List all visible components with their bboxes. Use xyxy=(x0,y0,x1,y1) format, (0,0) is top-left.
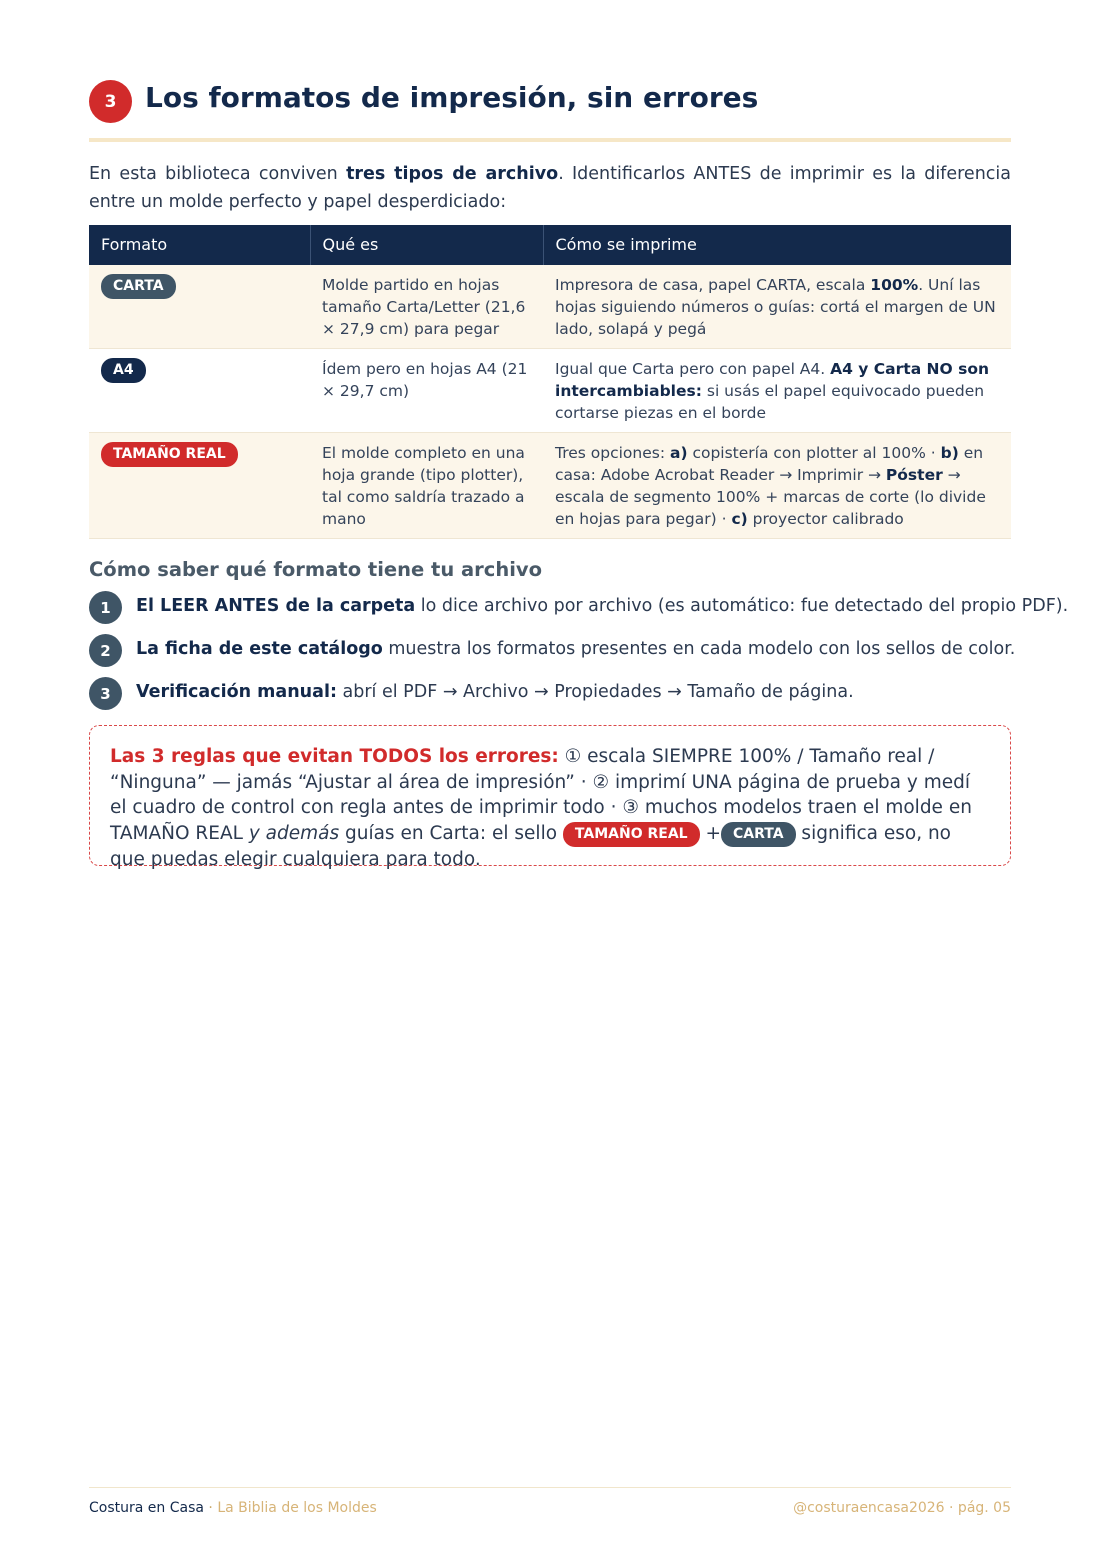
format-badge-a4: A4 xyxy=(101,358,146,383)
rules-callout: Las 3 reglas que evitan TODOS los errores: ① escala SIEMPRE 100% / Tamaño real / “Ninguna” — jamás “Ajustar al área de impresión” · ② imprimí UNA página de prueba y medí el cuadro de control con regla antes de imprimir todo · ③ muchos modelos traen el molde en TAMAÑO REAL y además guías en Carta: el sello TAMAÑO REAL + CARTA significa eso, no que puedas elegir cualquiera para todo. xyxy=(89,725,1011,866)
footer-brand: Costura en Casa xyxy=(89,1500,204,1516)
how-cell: Impresora de casa, papel CARTA, escala 100%. Uní las hojas siguiendo números o guías: cortá el margen de UN lado, solapá y pegá xyxy=(543,265,1011,349)
howto-title: Cómo saber qué formato tiene tu archivo xyxy=(89,558,543,581)
step-text-3: Verificación manual: abrí el PDF → Archivo → Propiedades → Tamaño de página. xyxy=(136,682,854,702)
header-formato: Formato xyxy=(89,225,310,265)
table-row xyxy=(89,433,1011,539)
step-text-1: El LEER ANTES de la carpeta lo dice archivo por archivo (es automático: fue detectado del propio PDF). xyxy=(136,596,1069,616)
howto-step-1 xyxy=(89,591,1069,627)
formats-table xyxy=(89,225,1011,539)
howto-step-2 xyxy=(89,634,1016,670)
footer-left: Costura en Casa · La Biblia de los Moldes xyxy=(89,1500,377,1516)
format-cell xyxy=(89,265,310,349)
stamp-tamano-real: TAMAÑO REAL xyxy=(563,822,700,847)
format-badge-tamano-real: TAMAÑO REAL xyxy=(101,442,238,467)
format-cell xyxy=(89,349,310,433)
footer-subtitle: La Biblia de los Moldes xyxy=(217,1500,377,1516)
section-number-badge: 3 xyxy=(89,80,132,123)
what-cell: Molde partido en hojas tamaño Carta/Letter (21,6 × 27,9 cm) para pegar xyxy=(310,265,543,349)
howto-step-3 xyxy=(89,677,1011,713)
table-header-row xyxy=(89,225,1011,265)
stamp-carta: CARTA xyxy=(721,822,796,847)
step-number-2: 2 xyxy=(89,634,122,667)
what-cell: El molde completo en una hoja grande (tipo plotter), tal como saldría trazado a mano xyxy=(310,433,543,539)
step-number-1: 1 xyxy=(89,591,122,624)
how-cell: Igual que Carta pero con papel A4. A4 y Carta NO son intercambiables: si usás el papel equivocado pueden cortarse piezas en el borde xyxy=(543,349,1011,433)
section-header xyxy=(89,80,1011,142)
how-cell: Tres opciones: a) copistería con plotter al 100% · b) en casa: Adobe Acrobat Reader → Imprimir → Póster → escala de segmento 100% + marcas de corte (lo divide en hojas para pegar) · c) proyector calibrado xyxy=(543,433,1011,539)
section-title: Los formatos de impresión, sin errores xyxy=(145,81,759,114)
table-row xyxy=(89,349,1011,433)
step-text-2: La ficha de este catálogo muestra los formatos presentes en cada modelo con los sellos de color. xyxy=(136,639,1016,659)
page-footer xyxy=(89,1487,1011,1528)
header-como-se-imprime: Cómo se imprime xyxy=(543,225,1011,265)
intro-paragraph: En esta biblioteca conviven tres tipos de archivo. Identificarlos ANTES de imprimir es la diferencia entre un molde perfecto y papel desperdiciado: xyxy=(89,164,1011,212)
footer-page-info: @costuraencasa2026 · pág. 05 xyxy=(793,1500,1011,1516)
header-que-es: Qué es xyxy=(310,225,543,265)
intro-emphasis: tres tipos de archivo xyxy=(346,164,559,184)
step-number-3: 3 xyxy=(89,677,122,710)
format-badge-carta: CARTA xyxy=(101,274,176,299)
rules-lead: Las 3 reglas que evitan TODOS los errores: xyxy=(110,746,559,767)
format-cell xyxy=(89,433,310,539)
what-cell: Ídem pero en hojas A4 (21 × 29,7 cm) xyxy=(310,349,543,433)
table-row xyxy=(89,265,1011,349)
